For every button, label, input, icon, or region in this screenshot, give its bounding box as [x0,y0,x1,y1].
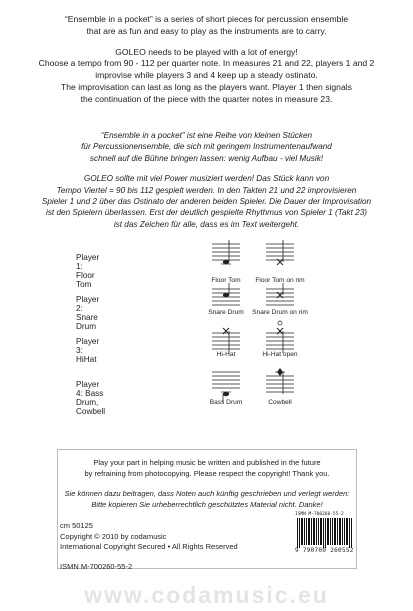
caption-hi-hat: Hi-Hat [216,351,236,358]
notice-de-line: Sie können dazu beitragen, dass Noten auch künftig geschrieben und verlegt werden: [64,489,350,498]
notice-de-line: Bitte kopieren Sie urheberrechtlich geschütztes Material nicht. Danke! [91,499,323,509]
intro-english [0,14,413,115]
floor-tom-notation [210,240,242,274]
copyright-line: Copyright © 2010 by codamusic [60,532,167,541]
intro-de-p2-line: Tempo Viertel = 90 bis 112 gespielt werden. In den Takten 21 und 22 improvisieren [56,185,357,195]
intro-de-p1-line: “Ensemble in a pocket” ist eine Reihe von kleinen Stücken [100,131,313,140]
caption-snare-drum-rim: Snare Drum on rim [252,309,308,316]
intro-en-p2-line: GOLEO needs to be played with a lot of energy! [115,46,298,57]
intro-en-p2-line: the continuation of the piece with the quarter notes in measure 23. [80,93,333,104]
hi-hat-notation [210,325,242,353]
catalog-number: cm 50125 [60,521,93,530]
bass-drum-notation [210,366,242,402]
player-4-label: Player 4: Bass Drum, Cowbell [76,380,106,416]
intro-en-p2-line: Choose a tempo from 90 - 112 per quarter note. In measures 21 and 22, players 1 and 2 [38,58,375,69]
player-3-label: Player 3: HiHat [76,337,100,364]
intro-de-p1-line: für Percussionensemble, die sich mit geringem Instrumentenaufwand [81,142,332,152]
intro-german [0,130,413,239]
intro-de-p1-line: schnell auf die Bühne bringen lassen: wenig Aufbau - viel Musik! [89,153,324,163]
ismn-line: ISMN M-700260-55-2 [60,562,133,571]
barcode-top-text: ISMN M-700260-55-2 [295,512,344,517]
intro-en-p1-line: “Ensemble in a pocket” is a series of short pieces for percussion ensemble [64,14,349,24]
intro-de-p2-line: Spieler 1 und 2 über das Ostinato der anderen beiden Spieler. Die Dauer der Improvisation [41,197,372,207]
caption-bass-drum: Bass Drum [209,399,243,406]
hi-hat-open-notation [264,320,296,353]
caption-floor-tom-rim: Floor Tom on rim [255,277,305,284]
caption-floor-tom: Floor Tom [211,277,241,284]
rights-line: International Copyright Secured • All Rights Reserved [60,542,238,551]
publisher-brand: www.codamusic.eu [84,582,329,608]
intro-de-p2-line: ist den Spielern überlassen. Erst der deutlich gespielte Rhythmus von Spieler 1 (Takt 23) [46,208,367,218]
player-2-label: Player 2: Snare Drum [76,295,100,331]
intro-en-p2-line: The improvisation can last as long as the players want. Player 1 then signals [61,81,352,92]
barcode-digits: 9 790700 260552 [295,547,354,554]
notice-en-line: by refraining from photocopying. Please respect the copyright! Thank you. [84,468,330,478]
caption-snare-drum: Snare Drum [208,309,244,316]
intro-de-p2-line: ist das Zeichen für alle, dass es im Text weitergeht. [113,219,300,229]
intro-en-p2-line: improvise while players 3 and 4 keep up a steady ostinato. [95,70,318,81]
intro-en-p1-line: that are as fun and easy to play as the instruments are to carry. [86,25,327,36]
caption-hi-hat-open: Hi-Hat open [262,351,298,358]
player-1-label: Player 1: Floor Tom [76,253,100,289]
cowbell-notation [264,366,296,402]
intro-de-p2-line: GOLEO sollte mit viel Power musiziert werden! Das Stück kann von [83,174,330,184]
caption-cowbell: Cowbell [268,399,292,406]
barcode [295,512,355,560]
floor-tom-rim-notation [264,240,296,274]
notice-en-line: Play your part in helping music be written and published in the future [93,458,321,467]
